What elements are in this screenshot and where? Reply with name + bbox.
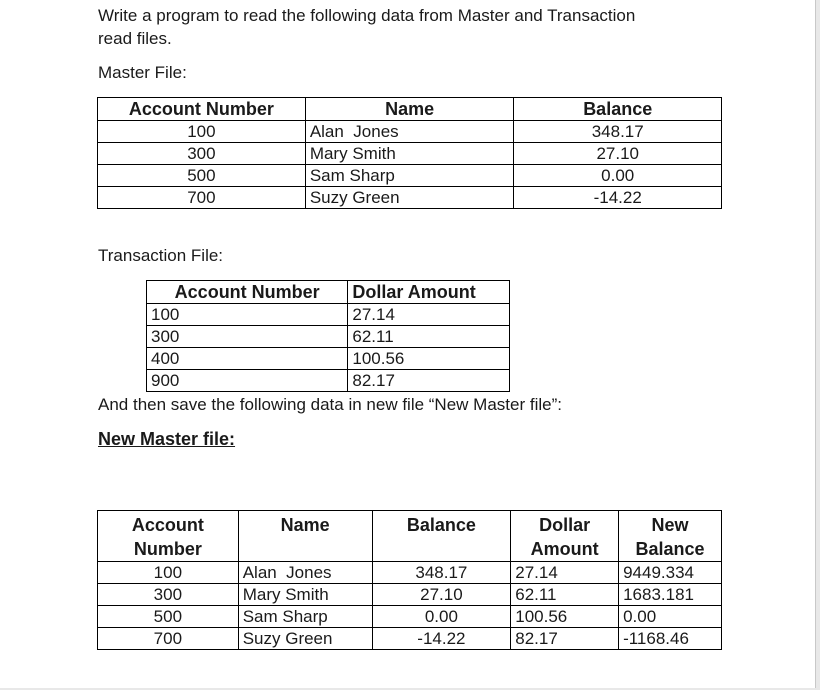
name-cell: Suzy Green: [238, 628, 372, 650]
balance-cell: 27.10: [514, 143, 722, 165]
table-row: [98, 121, 722, 143]
transaction-table: [146, 280, 510, 392]
table-row: [98, 143, 722, 165]
header-line: Balance: [406, 515, 476, 535]
account-cell: 900: [147, 370, 348, 392]
name-cell: Alan Jones: [238, 562, 372, 584]
header-line: Amount: [530, 539, 599, 559]
table-row: [98, 584, 722, 606]
new-master-table: [97, 510, 722, 650]
account-cell: 100: [98, 562, 239, 584]
account-cell: 400: [147, 348, 348, 370]
account-cell: 700: [98, 187, 306, 209]
table-row: [147, 304, 510, 326]
name-cell: Mary Smith: [305, 143, 514, 165]
table-row: [147, 348, 510, 370]
name-cell: Alan Jones: [305, 121, 514, 143]
header-line: Account: [131, 515, 204, 535]
new-balance-cell: 1683.181: [619, 584, 722, 606]
transaction-file-label: Transaction File:: [98, 246, 224, 265]
table-header-row: [98, 98, 722, 121]
amount-cell: 62.11: [348, 326, 510, 348]
amount-cell: 27.14: [511, 562, 619, 584]
balance-cell: 0.00: [372, 606, 511, 628]
column-header: [372, 511, 511, 562]
column-header: Account Number: [147, 281, 348, 304]
column-header: Account Number: [98, 98, 306, 121]
intro-line-2: read files.: [98, 29, 172, 48]
column-header: [511, 511, 619, 562]
column-header: [619, 511, 722, 562]
column-header: Dollar Amount: [348, 281, 510, 304]
table-row: [98, 187, 722, 209]
account-cell: 300: [98, 143, 306, 165]
amount-cell: 100.56: [511, 606, 619, 628]
table-header-row: [147, 281, 510, 304]
balance-cell: -14.22: [514, 187, 722, 209]
intro-line-1: Write a program to read the following data from Master and Transaction: [98, 6, 636, 25]
new-balance-cell: -1168.46: [619, 628, 722, 650]
balance-cell: -14.22: [372, 628, 511, 650]
account-cell: 100: [98, 121, 306, 143]
account-cell: 500: [98, 165, 306, 187]
table-row: [98, 628, 722, 650]
account-cell: 500: [98, 606, 239, 628]
table-row: [147, 370, 510, 392]
amount-cell: 82.17: [511, 628, 619, 650]
table-row: [98, 562, 722, 584]
balance-cell: 348.17: [372, 562, 511, 584]
header-line: New: [651, 515, 689, 535]
account-cell: 300: [147, 326, 348, 348]
new-balance-cell: 0.00: [619, 606, 722, 628]
header-line: Dollar: [539, 515, 591, 535]
header-line: Name: [280, 515, 330, 535]
amount-cell: 100.56: [348, 348, 510, 370]
column-header: Balance: [514, 98, 722, 121]
new-balance-cell: 9449.334: [619, 562, 722, 584]
header-line: Balance: [635, 539, 705, 559]
balance-cell: 27.10: [372, 584, 511, 606]
table-header-row: [98, 511, 722, 562]
table-row: [147, 326, 510, 348]
amount-cell: 62.11: [511, 584, 619, 606]
master-table: [97, 97, 722, 209]
name-cell: Sam Sharp: [305, 165, 514, 187]
amount-cell: 27.14: [348, 304, 510, 326]
table-row: [98, 165, 722, 187]
balance-cell: 0.00: [514, 165, 722, 187]
column-header: [98, 511, 239, 562]
name-cell: Mary Smith: [238, 584, 372, 606]
master-file-label: Master File:: [98, 63, 187, 82]
account-cell: 300: [98, 584, 239, 606]
balance-cell: 348.17: [514, 121, 722, 143]
account-cell: 700: [98, 628, 239, 650]
save-instruction: And then save the following data in new file “New Master file”:: [98, 395, 562, 414]
amount-cell: 82.17: [348, 370, 510, 392]
column-header: Name: [305, 98, 514, 121]
name-cell: Suzy Green: [305, 187, 514, 209]
account-cell: 100: [147, 304, 348, 326]
header-line: Number: [133, 539, 202, 559]
new-master-heading: New Master file:: [98, 429, 236, 449]
name-cell: Sam Sharp: [238, 606, 372, 628]
table-row: [98, 606, 722, 628]
column-header: [238, 511, 372, 562]
